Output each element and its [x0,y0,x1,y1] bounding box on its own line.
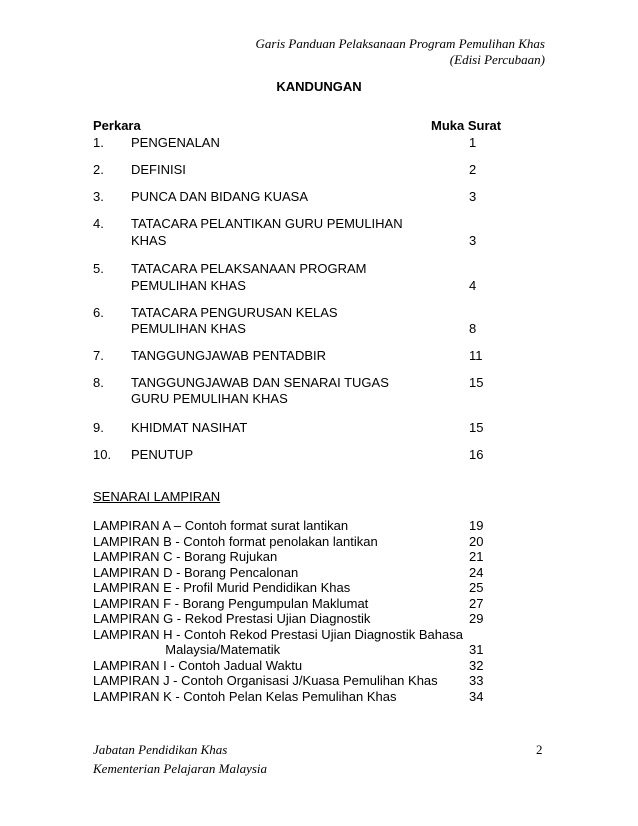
toc-page: 15 [469,420,484,435]
toc-page: 4 [469,278,477,293]
lampiran-label: LAMPIRAN K - Contoh Pelan Kelas Pemulihan Khas [93,689,397,704]
toc-number: 10. [93,447,112,462]
footer-ministry: Kementerian Pelajaran Malaysia [93,761,268,776]
lampiran-label: LAMPIRAN J - Contoh Organisasi J/Kuasa Pemulihan Khas [93,673,438,688]
column-heading-muka-surat: Muka Surat [431,118,502,133]
toc-page: 3 [469,233,477,248]
page-number: 2 [536,742,543,757]
toc-number: 2. [93,162,104,177]
toc-page: 15 [469,375,484,390]
lampiran-page: 31 [469,642,484,657]
toc-title: KHIDMAT NASIHAT [131,420,248,435]
lampiran-page: 32 [469,658,484,673]
toc-number: 8. [93,375,104,390]
toc-title-continued: GURU PEMULIHAN KHAS [131,391,288,406]
toc-page: 1 [469,135,477,150]
lampiran-label: LAMPIRAN A – Contoh format surat lantikan [93,518,349,533]
lampiran-label: LAMPIRAN G - Rekod Prestasi Ujian Diagnostik [93,611,371,626]
toc-title: TANGGUNGJAWAB PENTADBIR [131,348,327,363]
toc-title: PENGENALAN [131,135,220,150]
lampiran-label: LAMPIRAN F - Borang Pengumpulan Maklumat [93,596,369,611]
toc-number: 6. [93,305,104,320]
lampiran-label: LAMPIRAN I - Contoh Jadual Waktu [93,658,303,673]
toc-page: 3 [469,189,477,204]
toc-number: 1. [93,135,104,150]
toc-title-continued: PEMULIHAN KHAS [131,278,246,293]
lampiran-page: 20 [469,534,484,549]
toc-title: DEFINISI [131,162,186,177]
footer-department: Jabatan Pendidikan Khas [93,742,228,757]
lampiran-page: 24 [469,565,484,580]
running-header-title: Garis Panduan Pelaksanaan Program Pemulihan Khas [255,36,545,51]
toc-page: 16 [469,447,484,462]
page-title: KANDUNGAN [276,79,362,94]
toc-page: 2 [469,162,477,177]
running-header-edition: (Edisi Percubaan) [449,52,545,67]
toc-page: 8 [469,321,477,336]
lampiran-label-continued: Malaysia/Matematik [93,642,281,657]
toc-number: 5. [93,261,104,276]
toc-title-continued: PEMULIHAN KHAS [131,321,246,336]
lampiran-page: 27 [469,596,484,611]
toc-title-continued: KHAS [131,233,167,248]
lampiran-page: 19 [469,518,484,533]
toc-title: TATACARA PELAKSANAAN PROGRAM [131,261,367,276]
toc-number: 3. [93,189,104,204]
toc-number: 9. [93,420,104,435]
lampiran-heading: SENARAI LAMPIRAN [93,489,221,504]
lampiran-page: 29 [469,611,484,626]
lampiran-label: LAMPIRAN D - Borang Pencalonan [93,565,299,580]
toc-title: TANGGUNGJAWAB DAN SENARAI TUGAS [131,375,389,390]
lampiran-page: 33 [469,673,484,688]
toc-page: 11 [469,348,483,363]
lampiran-label: LAMPIRAN C - Borang Rujukan [93,549,278,564]
lampiran-label: LAMPIRAN E - Profil Murid Pendidikan Khas [93,580,351,595]
toc-title: TATACARA PENGURUSAN KELAS [131,305,338,320]
lampiran-page: 25 [469,580,484,595]
toc-number: 4. [93,216,104,231]
column-heading-perkara: Perkara [93,118,141,133]
lampiran-page: 21 [469,549,484,564]
lampiran-page: 34 [469,689,484,704]
toc-title: PENUTUP [131,447,194,462]
toc-title: TATACARA PELANTIKAN GURU PEMULIHAN [131,216,403,231]
toc-title: PUNCA DAN BIDANG KUASA [131,189,308,204]
toc-number: 7. [93,348,104,363]
lampiran-label: LAMPIRAN B - Contoh format penolakan lantikan [93,534,378,549]
lampiran-label: LAMPIRAN H - Contoh Rekod Prestasi Ujian Diagnostik Bahasa [93,627,463,642]
